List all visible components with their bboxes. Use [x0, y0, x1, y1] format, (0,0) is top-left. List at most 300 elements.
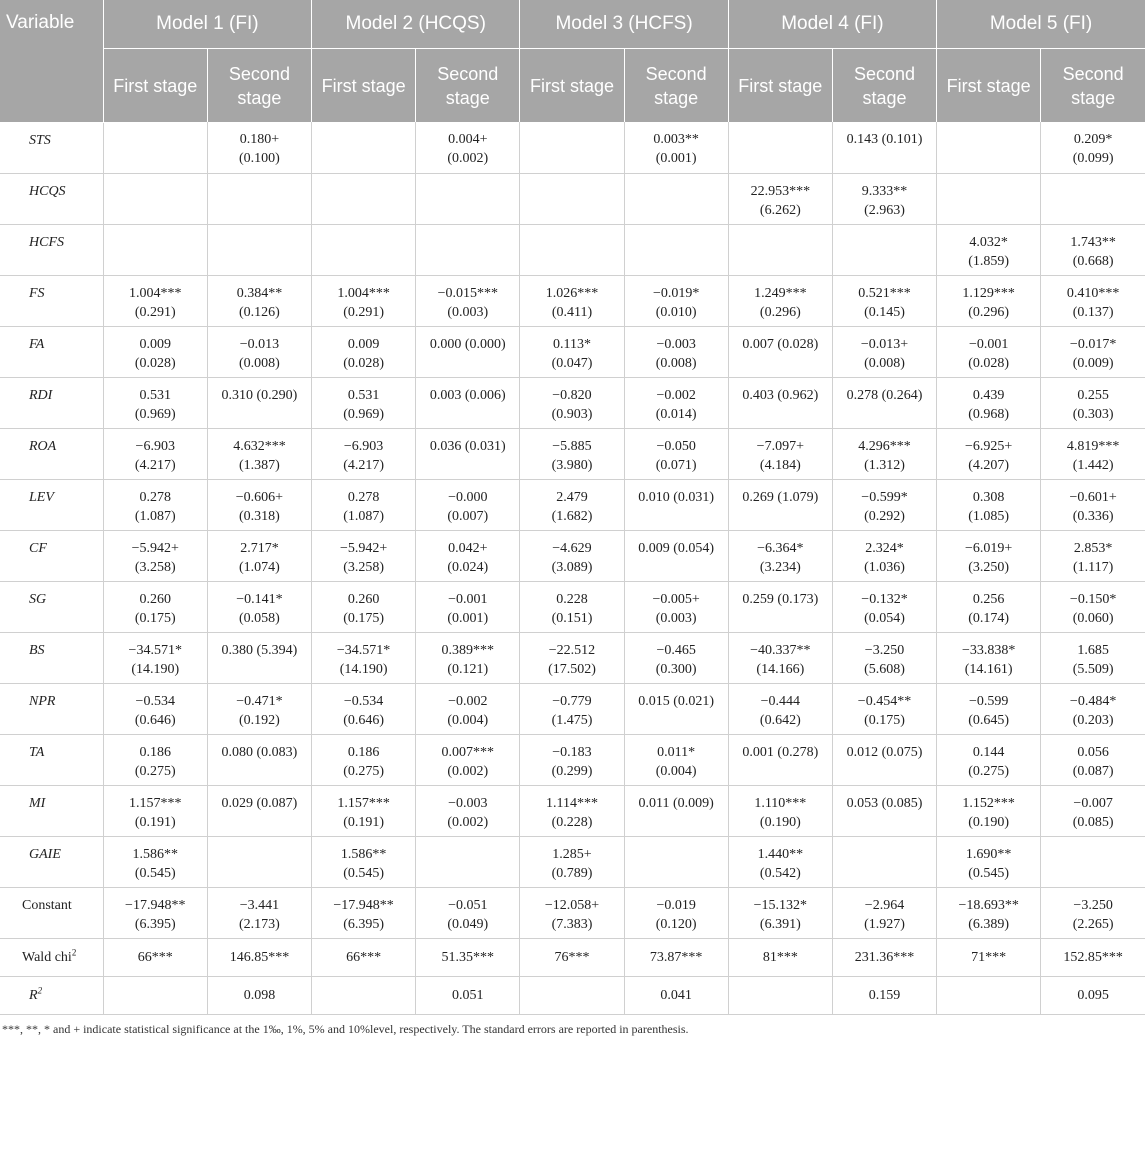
coefficient-value: 0.113* — [552, 336, 591, 352]
standard-error-value: (0.296) — [968, 304, 1010, 320]
coefficient-cell — [1041, 581, 1145, 632]
coefficient-cell — [624, 530, 728, 581]
coefficient-cell — [103, 887, 207, 938]
coefficient-value: 0.389*** — [441, 642, 495, 658]
variable-name: NPR — [0, 683, 103, 734]
coefficient-value: −17.948** — [333, 897, 394, 913]
coefficient-value: −0.779 — [552, 693, 592, 709]
coefficient-value: 4.032* — [969, 234, 1008, 250]
coefficient-value: 0.007*** — [441, 744, 495, 760]
coefficient-cell — [624, 785, 728, 836]
coefficient-value: −6.019+ — [965, 540, 1013, 556]
coefficient-value: 0.384** — [236, 285, 283, 301]
table-row — [0, 887, 1145, 938]
model-header: Model 5 (FI) — [937, 0, 1145, 49]
model-header: Model 2 (HCQS) — [312, 0, 520, 49]
coefficient-cell — [103, 581, 207, 632]
coefficient-cell — [624, 275, 728, 326]
coefficient-cell — [312, 887, 416, 938]
coefficient-value: 0.042+ — [448, 540, 488, 556]
standard-error-value: (0.126) — [239, 304, 280, 320]
standard-error-value: (0.275) — [134, 763, 176, 779]
variable-name: ROA — [0, 428, 103, 479]
coefficient-value: 0.260 — [139, 591, 171, 607]
coefficient-value: 0.080 (0.083) — [221, 744, 298, 760]
standard-error-value: (0.668) — [1072, 253, 1114, 269]
coefficient-value: −0.000 — [448, 489, 488, 505]
coefficient-cell — [1041, 836, 1145, 887]
standard-error-value: (7.383) — [551, 916, 593, 932]
coefficient-value: 1.129*** — [962, 285, 1015, 301]
summary-cell: 66*** — [312, 938, 416, 976]
standard-error-value: (0.028) — [968, 355, 1010, 371]
coefficient-cell — [937, 428, 1041, 479]
coefficient-value: 1.586** — [340, 846, 387, 862]
coefficient-cell — [937, 887, 1041, 938]
coefficient-value: 0.403 (0.962) — [742, 387, 819, 403]
standard-error-value: (17.502) — [548, 661, 596, 677]
standard-error-value: (6.391) — [759, 916, 801, 932]
standard-error-value: (1.475) — [551, 712, 593, 728]
coefficient-cell — [1041, 785, 1145, 836]
coefficient-value: 0.531 — [347, 387, 380, 403]
coefficient-cell — [624, 326, 728, 377]
coefficient-value: −0.141* — [236, 591, 283, 607]
coefficient-value: −15.132* — [753, 897, 808, 913]
coefficient-value: 0.000 (0.000) — [429, 336, 506, 352]
coefficient-value: −0.050 — [656, 438, 696, 454]
coefficient-cell — [624, 632, 728, 683]
coefficient-cell — [416, 836, 520, 887]
coefficient-value: 1.114*** — [545, 795, 598, 811]
coefficient-cell — [207, 377, 311, 428]
coefficient-cell — [937, 326, 1041, 377]
coefficient-cell — [1041, 377, 1145, 428]
summary-cell — [728, 976, 832, 1014]
table-body — [0, 122, 1145, 1014]
table-row — [0, 479, 1145, 530]
coefficient-value: −6.364* — [757, 540, 804, 556]
table-row — [0, 224, 1145, 275]
standard-error-value: (0.121) — [447, 661, 489, 677]
coefficient-value: 0.308 — [972, 489, 1005, 505]
coefficient-value: 0.186 — [347, 744, 380, 760]
coefficient-cell — [624, 734, 728, 785]
coefficient-cell — [832, 428, 936, 479]
coefficient-cell — [520, 428, 624, 479]
coefficient-cell — [937, 530, 1041, 581]
coefficient-value: −0.534 — [343, 693, 384, 709]
coefficient-cell — [1041, 275, 1145, 326]
standard-error-value: (0.028) — [134, 355, 176, 371]
coefficient-cell — [416, 683, 520, 734]
standard-error-value: (14.166) — [756, 661, 805, 677]
coefficient-value: 0.410*** — [1066, 285, 1120, 301]
table-row — [0, 632, 1145, 683]
standard-error-value: (0.085) — [1072, 814, 1114, 830]
coefficient-value: 1.157*** — [337, 795, 390, 811]
standard-error-value: (0.190) — [968, 814, 1010, 830]
coefficient-cell — [832, 887, 936, 938]
standard-error-value: (0.190) — [759, 814, 801, 830]
coefficient-cell — [1041, 122, 1145, 173]
standard-error-value: (0.010) — [655, 304, 697, 320]
coefficient-cell — [207, 326, 311, 377]
coefficient-value: 0.259 (0.173) — [742, 591, 819, 607]
coefficient-value: 0.260 — [347, 591, 380, 607]
coefficient-cell — [1041, 887, 1145, 938]
coefficient-value: 9.333** — [861, 183, 908, 199]
coefficient-cell — [207, 785, 311, 836]
coefficient-cell — [520, 224, 624, 275]
variable-name: HCQS — [0, 173, 103, 224]
standard-error-value: (0.969) — [343, 406, 385, 422]
coefficient-value: −5.942+ — [131, 540, 179, 556]
coefficient-value: 0.012 (0.075) — [846, 744, 923, 760]
standard-error-value: (3.250) — [968, 559, 1010, 575]
header-row-stages — [0, 49, 1145, 123]
coefficient-cell — [728, 785, 832, 836]
standard-error-value: (1.387) — [239, 457, 280, 473]
coefficient-cell — [520, 836, 624, 887]
standard-error-value: (0.175) — [864, 712, 905, 728]
variable-name: STS — [0, 122, 103, 173]
coefficient-cell — [937, 683, 1041, 734]
table-row — [0, 581, 1145, 632]
coefficient-value: −0.183 — [552, 744, 592, 760]
coefficient-cell — [312, 122, 416, 173]
standard-error-value: (0.009) — [1072, 355, 1114, 371]
standard-error-value: (14.190) — [339, 661, 388, 677]
summary-cell — [312, 976, 416, 1014]
coefficient-value: −18.693** — [958, 897, 1019, 913]
standard-error-value: (0.047) — [551, 355, 593, 371]
coefficient-cell — [937, 836, 1041, 887]
standard-error-value: (0.028) — [343, 355, 385, 371]
variable-column-header: Variable — [0, 0, 103, 122]
standard-error-value: (1.087) — [134, 508, 176, 524]
table-footnote: ***, **, * and + indicate statistical significance at the 1‰, 1%, 5% and 10%level, respectively. The standard errors are reported in parenthesis. — [2, 1021, 689, 1036]
standard-error-value: (0.003) — [447, 304, 489, 320]
table-row — [0, 377, 1145, 428]
coefficient-cell — [832, 275, 936, 326]
variable-name: SG — [0, 581, 103, 632]
r-squared-row — [0, 976, 1145, 1014]
coefficient-value: 0.010 (0.031) — [638, 489, 715, 505]
coefficient-value: 2.717* — [240, 540, 279, 556]
standard-error-value: (0.646) — [343, 712, 385, 728]
coefficient-value: 0.143 (0.101) — [846, 132, 923, 147]
standard-error-value: (0.001) — [655, 151, 697, 166]
standard-error-value: (0.004) — [655, 763, 697, 779]
coefficient-value: 0.256 — [972, 591, 1005, 607]
coefficient-cell — [1041, 632, 1145, 683]
table-row — [0, 785, 1145, 836]
coefficient-value: −6.903 — [343, 438, 384, 454]
standard-error-value: (0.291) — [134, 304, 176, 320]
coefficient-cell — [103, 173, 207, 224]
coefficient-cell — [937, 479, 1041, 530]
variable-name: BS — [0, 632, 103, 683]
standard-error-value: (0.275) — [343, 763, 385, 779]
table-row — [0, 428, 1145, 479]
coefficient-value: −0.132* — [861, 591, 908, 607]
coefficient-cell — [937, 734, 1041, 785]
summary-cell: 0.098 — [207, 976, 311, 1014]
coefficient-cell — [207, 275, 311, 326]
coefficient-cell — [312, 326, 416, 377]
coefficient-value: −6.925+ — [965, 438, 1013, 454]
stage-header: First stage — [103, 49, 207, 123]
coefficient-cell — [728, 326, 832, 377]
coefficient-value: 2.324* — [865, 540, 904, 556]
coefficient-cell — [416, 275, 520, 326]
coefficient-value: 0.255 — [1077, 387, 1109, 403]
standard-error-value: (0.058) — [239, 610, 280, 626]
coefficient-value: −4.629 — [552, 540, 592, 556]
summary-cell: 51.35*** — [416, 938, 520, 976]
coefficient-value: −0.601+ — [1069, 489, 1117, 505]
standard-error-value: (0.008) — [864, 355, 905, 371]
coefficient-cell — [207, 428, 311, 479]
coefficient-cell — [312, 530, 416, 581]
standard-error-value: (1.087) — [343, 508, 385, 524]
coefficient-value: 1.685 — [1077, 642, 1109, 658]
standard-error-value: (0.087) — [1072, 763, 1114, 779]
standard-error-value: (0.292) — [864, 508, 905, 524]
coefficient-cell — [207, 224, 311, 275]
standard-error-value: (3.089) — [551, 559, 593, 575]
coefficient-cell — [103, 275, 207, 326]
standard-error-value: (1.859) — [968, 253, 1010, 269]
summary-cell: 146.85*** — [207, 938, 311, 976]
coefficient-cell — [312, 581, 416, 632]
variable-name: TA — [0, 734, 103, 785]
coefficient-value: 0.278 — [347, 489, 380, 505]
standard-error-value: (0.008) — [655, 355, 697, 371]
coefficient-cell — [103, 734, 207, 785]
stage-header: First stage — [937, 49, 1041, 123]
coefficient-value: −0.051 — [448, 897, 488, 913]
coefficient-value: −5.885 — [552, 438, 592, 454]
coefficient-cell — [103, 428, 207, 479]
coefficient-cell — [728, 581, 832, 632]
standard-error-value: (0.008) — [239, 355, 280, 371]
coefficient-cell — [728, 224, 832, 275]
coefficient-cell — [520, 632, 624, 683]
coefficient-value: −0.013 — [239, 336, 280, 352]
coefficient-cell — [207, 530, 311, 581]
coefficient-cell — [312, 377, 416, 428]
coefficient-cell — [520, 683, 624, 734]
coefficient-value: −0.599 — [968, 693, 1009, 709]
coefficient-value: −0.019* — [652, 285, 700, 301]
coefficient-value: 1.152*** — [962, 795, 1015, 811]
coefficient-cell — [312, 632, 416, 683]
coefficient-cell — [103, 683, 207, 734]
coefficient-cell — [416, 428, 520, 479]
variable-name: CF — [0, 530, 103, 581]
variable-name — [0, 938, 103, 976]
coefficient-value: 0.036 (0.031) — [429, 438, 506, 454]
standard-error-value: (0.300) — [655, 661, 697, 677]
standard-error-value: (0.545) — [134, 865, 176, 881]
coefficient-value: 0.011* — [657, 744, 696, 760]
coefficient-value: 1.157*** — [129, 795, 182, 811]
coefficient-cell — [207, 122, 311, 173]
standard-error-value: (0.336) — [1072, 508, 1114, 524]
coefficient-cell — [728, 173, 832, 224]
summary-cell: 0.051 — [416, 976, 520, 1014]
coefficient-value: −0.465 — [656, 642, 696, 658]
coefficient-cell — [207, 173, 311, 224]
standard-error-value: (6.395) — [343, 916, 385, 932]
coefficient-value: 0.278 — [139, 489, 171, 505]
coefficient-cell — [312, 275, 416, 326]
standard-error-value: (0.004) — [447, 712, 489, 728]
coefficient-cell — [832, 479, 936, 530]
coefficient-value: −0.001 — [968, 336, 1009, 352]
coefficient-cell — [624, 887, 728, 938]
coefficient-cell — [1041, 734, 1145, 785]
standard-error-value: (3.980) — [551, 457, 593, 473]
coefficient-cell — [832, 326, 936, 377]
coefficient-cell — [728, 479, 832, 530]
coefficient-cell — [832, 785, 936, 836]
coefficient-value: −0.444 — [760, 693, 801, 709]
coefficient-cell — [520, 377, 624, 428]
standard-error-value: (1.074) — [239, 559, 280, 575]
standard-error-value: (0.049) — [447, 916, 489, 932]
standard-error-value: (0.175) — [134, 610, 176, 626]
coefficient-value: 4.819*** — [1066, 438, 1120, 454]
coefficient-cell — [728, 377, 832, 428]
coefficient-value: −0.002 — [448, 693, 488, 709]
table-row — [0, 734, 1145, 785]
standard-error-value: (0.545) — [968, 865, 1010, 881]
coefficient-value: −34.571* — [336, 642, 391, 658]
coefficient-cell — [1041, 326, 1145, 377]
header-row-models — [0, 0, 1145, 49]
standard-error-value: (0.007) — [447, 508, 489, 524]
coefficient-cell — [520, 122, 624, 173]
coefficient-value: −2.964 — [864, 897, 905, 913]
coefficient-cell — [520, 734, 624, 785]
coefficient-cell — [728, 836, 832, 887]
coefficient-value: 1.285+ — [552, 846, 592, 862]
coefficient-value: −0.820 — [552, 387, 592, 403]
standard-error-value: (1.036) — [864, 559, 905, 575]
table-header — [0, 0, 1145, 122]
summary-cell: 231.36*** — [832, 938, 936, 976]
standard-error-value: (1.117) — [1072, 559, 1114, 575]
standard-error-value: (0.903) — [551, 406, 593, 422]
coefficient-cell — [207, 734, 311, 785]
standard-error-value: (0.275) — [968, 763, 1010, 779]
standard-error-value: (0.137) — [1072, 304, 1114, 320]
standard-error-value: (0.001) — [447, 610, 489, 626]
coefficient-cell — [520, 173, 624, 224]
standard-error-value: (1.442) — [1072, 457, 1114, 473]
coefficient-cell — [520, 479, 624, 530]
coefficient-cell — [207, 632, 311, 683]
standard-error-value: (4.217) — [343, 457, 385, 473]
coefficient-cell — [937, 785, 1041, 836]
coefficient-cell — [832, 632, 936, 683]
variable-name: FS — [0, 275, 103, 326]
coefficient-value: −0.003 — [448, 795, 488, 811]
coefficient-cell — [416, 377, 520, 428]
standard-error-value: (0.542) — [759, 865, 801, 881]
coefficient-cell — [416, 785, 520, 836]
coefficient-cell — [416, 224, 520, 275]
model-header: Model 3 (HCFS) — [520, 0, 728, 49]
coefficient-cell — [103, 530, 207, 581]
variable-name: FA — [0, 326, 103, 377]
coefficient-cell — [312, 683, 416, 734]
coefficient-value: 0.380 (5.394) — [221, 642, 298, 658]
standard-error-value: (0.060) — [1072, 610, 1114, 626]
coefficient-cell — [728, 428, 832, 479]
coefficient-value: −34.571* — [128, 642, 182, 658]
coefficient-cell — [1041, 428, 1145, 479]
coefficient-cell — [416, 122, 520, 173]
coefficient-cell — [1041, 683, 1145, 734]
variable-name: RDI — [0, 377, 103, 428]
coefficient-cell — [207, 479, 311, 530]
coefficient-cell — [832, 734, 936, 785]
summary-cell — [520, 976, 624, 1014]
coefficient-value: 2.479 — [556, 489, 588, 505]
table-row — [0, 173, 1145, 224]
coefficient-value: −0.150* — [1069, 591, 1117, 607]
coefficient-cell — [103, 479, 207, 530]
coefficient-value: 0.180+ — [239, 132, 280, 147]
table-row — [0, 122, 1145, 173]
coefficient-cell — [520, 785, 624, 836]
coefficient-cell — [520, 581, 624, 632]
standard-error-value: (6.395) — [134, 916, 176, 932]
coefficient-value: 1.004*** — [337, 285, 390, 301]
standard-error-value: (5.608) — [864, 661, 905, 677]
coefficient-value: −22.512 — [548, 642, 596, 658]
coefficient-value: 0.521*** — [858, 285, 911, 301]
coefficient-cell — [937, 377, 1041, 428]
coefficient-value: 0.009 — [347, 336, 380, 352]
standard-error-value: (0.120) — [655, 916, 697, 932]
coefficient-value: 0.056 — [1077, 744, 1109, 760]
coefficient-value: −3.250 — [864, 642, 905, 658]
coefficient-cell — [103, 836, 207, 887]
coefficient-cell — [728, 122, 832, 173]
coefficient-cell — [416, 734, 520, 785]
coefficient-value: 1.690** — [965, 846, 1012, 862]
standard-error-value: (6.389) — [968, 916, 1010, 932]
coefficient-value: −0.471* — [236, 693, 283, 709]
standard-error-value: (0.175) — [343, 610, 385, 626]
coefficient-cell — [728, 632, 832, 683]
coefficient-cell — [832, 224, 936, 275]
coefficient-cell — [624, 173, 728, 224]
coefficient-cell — [624, 683, 728, 734]
standard-error-value: (0.071) — [655, 457, 697, 473]
variable-name: HCFS — [0, 224, 103, 275]
coefficient-value: −0.003 — [656, 336, 696, 352]
coefficient-cell — [1041, 479, 1145, 530]
stage-header: Second stage — [416, 49, 520, 123]
coefficient-cell — [937, 122, 1041, 173]
summary-cell: 152.85*** — [1041, 938, 1145, 976]
